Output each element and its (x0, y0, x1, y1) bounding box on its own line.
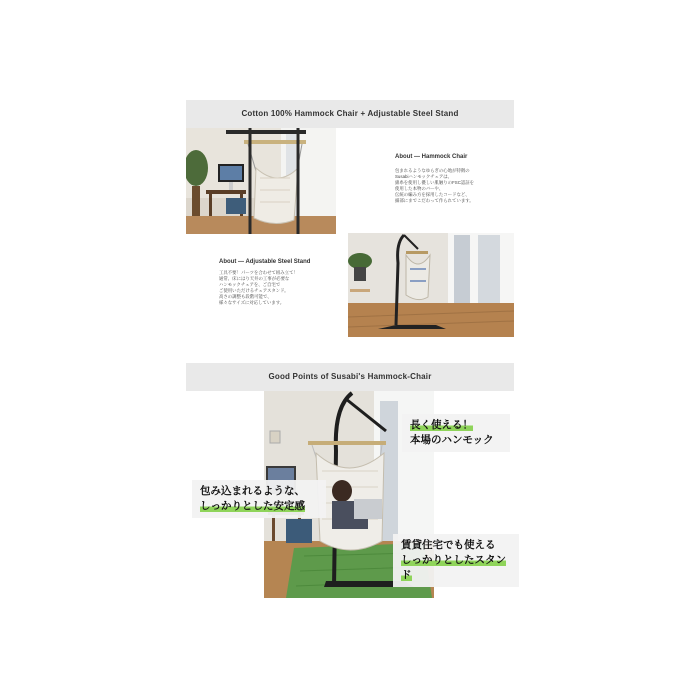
about-chair-title: About — Hammock Chair (395, 154, 468, 160)
section-banner-product: Cotton 100% Hammock Chair + Adjustable Steel Stand (186, 100, 514, 128)
about-stand-description (219, 270, 329, 306)
about-chair-line: 包まれるようなゆらぎの心地が特徴の (395, 168, 470, 173)
callout-highlight: しっかりとした安定感 (200, 500, 305, 512)
about-stand-line: ご使用いただけるチェアスタンド。 (219, 288, 289, 293)
callout-line (200, 499, 318, 514)
about-stand-title: About — Adjustable Steel Stand (219, 259, 311, 265)
about-stand-line: 工具不要！パーツを合わせて組み立て！ (219, 270, 298, 275)
callout-rental-stand (393, 534, 519, 587)
callout-highlight: 長く使える！ (410, 419, 473, 431)
about-chair-line: 使用した本物のバーや、 (395, 186, 444, 191)
callout-line: 賃貸住宅でも使える (401, 539, 496, 551)
about-chair-line: 伝統の編み方を採用したコードなど、 (395, 192, 470, 197)
about-stand-line: 高さの調整も段階可能で、 (219, 294, 272, 299)
callout-long-lasting (402, 414, 510, 452)
callout-line: 包み込まれるような、 (200, 485, 305, 497)
about-chair-line: 綿糸を使用し優しい肌触りのFSC認証を (395, 180, 475, 185)
hammock-living-room-photo (186, 128, 336, 234)
about-chair-line: 細部にまでこだわって作られています。 (395, 198, 474, 203)
about-stand-line: ハンモックチェアを、ご自宅で (219, 282, 281, 287)
callout-line (410, 418, 502, 433)
callout-line (401, 553, 511, 583)
callout-line: 本場のハンモック (410, 434, 494, 446)
about-chair-description (395, 168, 505, 204)
section-banner-good-points: Good Points of Susabi's Hammock-Chair (186, 363, 514, 391)
about-stand-line: 通常、床にはり天井の工事が必要な (219, 276, 290, 281)
callout-stability (192, 480, 326, 518)
callout-highlight: しっかりとしたスタンド (401, 554, 506, 581)
about-chair-line: Susabiハンモックチェアは、 (395, 174, 453, 179)
about-stand-line: 様々なサイズに対応しています。 (219, 300, 285, 305)
hammock-stand-photo (348, 233, 514, 337)
